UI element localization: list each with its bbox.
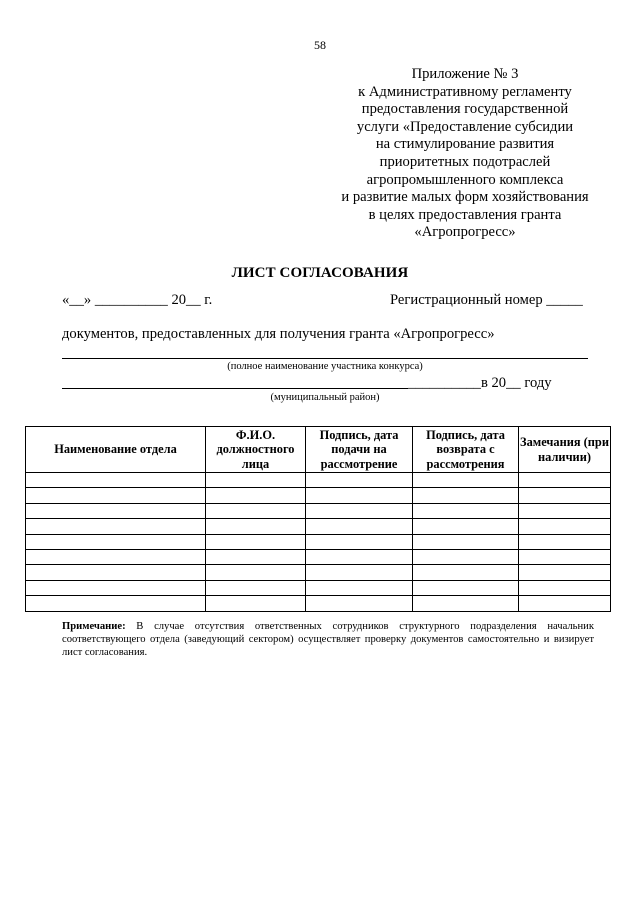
appendix-line: к Административному регламенту bbox=[358, 83, 572, 100]
table-cell bbox=[413, 596, 519, 611]
table-cell bbox=[26, 549, 206, 564]
table-cell bbox=[519, 580, 611, 595]
appendix-line: Приложение № 3 bbox=[411, 66, 519, 82]
table-cell bbox=[206, 503, 306, 518]
table-row bbox=[26, 580, 611, 595]
appendix-line: на стимулирование развития bbox=[375, 136, 555, 153]
table-cell bbox=[413, 519, 519, 534]
table-cell bbox=[413, 473, 519, 488]
table-cell bbox=[306, 580, 413, 595]
table-cell bbox=[26, 473, 206, 488]
header-submission-signature: Подпись, дата подачи на рассмотрение bbox=[306, 427, 413, 473]
table-row bbox=[26, 565, 611, 580]
table-cell bbox=[519, 473, 611, 488]
table-row bbox=[26, 488, 611, 503]
table-cell bbox=[26, 580, 206, 595]
table-cell bbox=[519, 503, 611, 518]
table-cell bbox=[206, 519, 306, 534]
header-remarks: Замечания (при наличии) bbox=[519, 427, 611, 473]
table-cell bbox=[519, 565, 611, 580]
note-text: В случае отсутствия ответственных сотрудников структурного подразделения начальник соответствующего отдела (заведующий сектором) осуществляет проверку документов самостоятельно и визирует лист согласования. bbox=[62, 621, 594, 659]
date-line: «__» __________ 20__ г. bbox=[62, 292, 213, 308]
appendix-line: «Агропрогресс» bbox=[414, 224, 516, 241]
table-cell bbox=[413, 488, 519, 503]
appendix-line: услуги «Предоставление субсидии bbox=[356, 118, 574, 135]
table-cell bbox=[306, 488, 413, 503]
table-row bbox=[26, 549, 611, 564]
approval-table bbox=[25, 426, 611, 612]
table-cell bbox=[26, 565, 206, 580]
table-row bbox=[26, 596, 611, 611]
table-cell bbox=[413, 580, 519, 595]
district-name-line bbox=[62, 388, 408, 389]
table-cell bbox=[206, 580, 306, 595]
footnote bbox=[62, 620, 594, 660]
appendix-block bbox=[330, 66, 600, 242]
table-cell bbox=[306, 565, 413, 580]
table-cell bbox=[306, 519, 413, 534]
table-cell bbox=[206, 565, 306, 580]
participant-name-line bbox=[62, 358, 588, 359]
table-cell bbox=[26, 534, 206, 549]
header-department: Наименование отдела bbox=[26, 427, 206, 473]
table-cell bbox=[26, 596, 206, 611]
registration-number: Регистрационный номер _____ bbox=[390, 292, 583, 308]
appendix-line: предоставления государственной bbox=[361, 101, 569, 118]
table-cell bbox=[206, 473, 306, 488]
table-row bbox=[26, 534, 611, 549]
header-return-signature: Подпись, дата возврата с рассмотрения bbox=[413, 427, 519, 473]
table-cell bbox=[519, 596, 611, 611]
table-row bbox=[26, 519, 611, 534]
table-cell bbox=[306, 596, 413, 611]
table-cell bbox=[413, 565, 519, 580]
table-cell bbox=[413, 503, 519, 518]
table-cell bbox=[519, 549, 611, 564]
table-cell bbox=[206, 596, 306, 611]
page-number: 58 bbox=[314, 38, 326, 52]
table-cell bbox=[206, 549, 306, 564]
table-cell bbox=[306, 549, 413, 564]
appendix-line: приоритетных подотраслей bbox=[379, 153, 551, 170]
table-cell bbox=[519, 519, 611, 534]
table-cell bbox=[206, 534, 306, 549]
appendix-line: агропромышленного комплекса bbox=[366, 171, 564, 188]
table-cell bbox=[519, 488, 611, 503]
district-caption: (муниципальный район) bbox=[270, 392, 380, 403]
table-cell bbox=[26, 503, 206, 518]
table-cell bbox=[306, 534, 413, 549]
appendix-line: в целях предоставления гранта bbox=[368, 206, 562, 223]
appendix-line: и развитие малых форм хозяйствования bbox=[341, 189, 589, 206]
header-official-name: Ф.И.О. должностного лица bbox=[206, 427, 306, 473]
participant-caption: (полное наименование участника конкурса) bbox=[227, 361, 423, 372]
table-cell bbox=[413, 534, 519, 549]
document-title: ЛИСТ СОГЛАСОВАНИЯ bbox=[231, 265, 409, 281]
table-cell bbox=[306, 503, 413, 518]
table-cell bbox=[519, 534, 611, 549]
table-row bbox=[26, 503, 611, 518]
table-header-row bbox=[26, 427, 611, 473]
note-label: Примечание: bbox=[62, 621, 126, 632]
documents-line: документов, предоставленных для получения гранта «Агропрогресс» bbox=[62, 326, 495, 342]
year-line: __________в 20__ году bbox=[408, 375, 552, 391]
table-cell bbox=[26, 488, 206, 503]
table-cell bbox=[26, 519, 206, 534]
table-cell bbox=[413, 549, 519, 564]
table-cell bbox=[206, 488, 306, 503]
table-row bbox=[26, 473, 611, 488]
table-cell bbox=[306, 473, 413, 488]
